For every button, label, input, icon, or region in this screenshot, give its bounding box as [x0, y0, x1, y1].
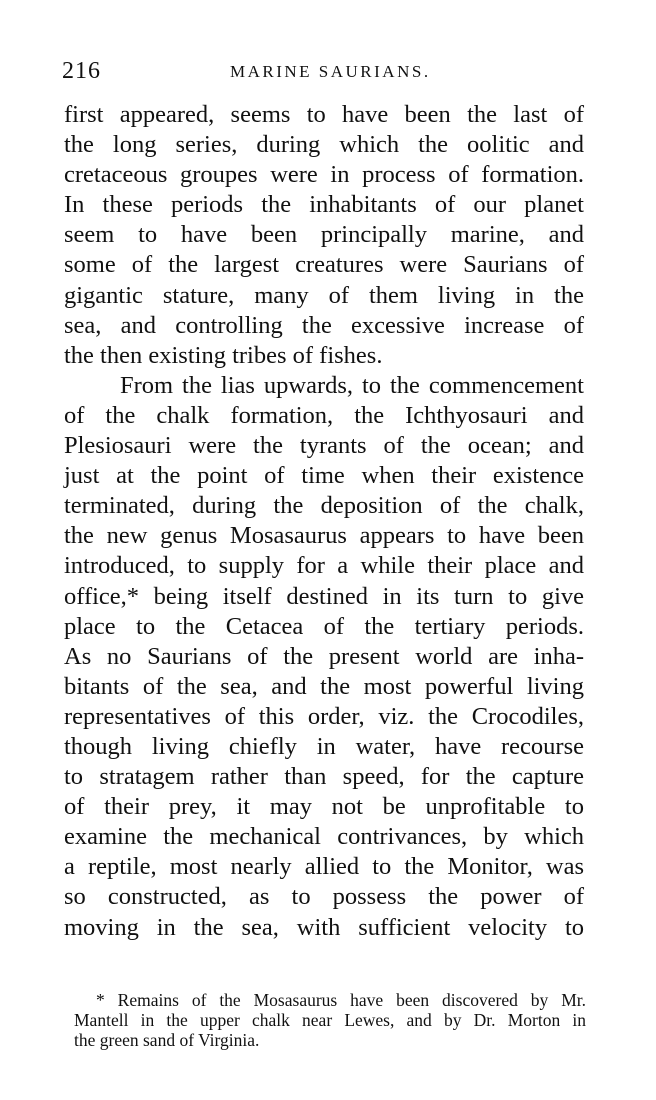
text-line: place to the Cetacea of the tertiary periods.: [64, 612, 584, 640]
text-line: cretaceous groupes were in process of formation.: [64, 161, 584, 189]
text-line: so constructed, as to possess the power of: [64, 883, 584, 911]
text-line: As no Saurians of the present world are inha-: [64, 642, 584, 670]
text-line: moving in the sea, with sufficient velocity to: [64, 913, 584, 941]
text-line: the long series, during which the oolitic and: [64, 131, 584, 159]
running-head: [62, 58, 586, 88]
text-line: terminated, during the deposition of the chalk,: [64, 492, 584, 520]
text-line: some of the largest creatures were Saurians of: [64, 251, 584, 279]
text-line: though living chiefly in water, have recourse: [64, 732, 584, 760]
text-line: of their prey, it may not be unprofitable to: [64, 793, 584, 821]
page-number: 216: [62, 58, 101, 84]
footnote-line: Mantell in the upper chalk near Lewes, and by Dr. Morton in: [74, 1010, 586, 1030]
text-line: to stratagem rather than speed, for the capture: [64, 763, 584, 791]
text-line: of the chalk formation, the Ichthyosauri and: [64, 401, 584, 429]
text-line: sea, and controlling the excessive increase of: [64, 311, 584, 339]
text-line: the new genus Mosasaurus appears to have been: [64, 522, 584, 550]
text-line: In these periods the inhabitants of our planet: [64, 191, 584, 219]
text-line: first appeared, seems to have been the last of: [64, 101, 584, 128]
text-line: representatives of this order, viz. the Crocodiles,: [64, 702, 584, 730]
body-text: [64, 100, 584, 943]
text-line: gigantic stature, many of them living in the: [64, 281, 584, 309]
text-line: examine the mechanical contrivances, by which: [64, 823, 584, 851]
footnote: [74, 990, 586, 1050]
text-line: bitants of the sea, and the most powerful living: [64, 672, 584, 700]
text-line: a reptile, most nearly allied to the Monitor, was: [64, 853, 584, 881]
text-line: just at the point of time when their existence: [64, 462, 584, 490]
text-line: office,* being itself destined in its turn to give: [64, 582, 584, 610]
footnote-line: * Remains of the Mosasaurus have been discovered by Mr.: [96, 990, 586, 1010]
text-line: the then existing tribes of fishes.: [64, 341, 383, 369]
text-line: From the lias upwards, to the commencement: [120, 371, 584, 399]
running-title: MARINE SAURIANS.: [230, 62, 431, 81]
text-line: Plesiosauri were the tyrants of the ocean; and: [64, 432, 584, 460]
text-line: seem to have been principally marine, and: [64, 221, 584, 249]
footnote-line: the green sand of Virginia.: [74, 1030, 260, 1050]
text-line: introduced, to supply for a while their place and: [64, 552, 584, 580]
